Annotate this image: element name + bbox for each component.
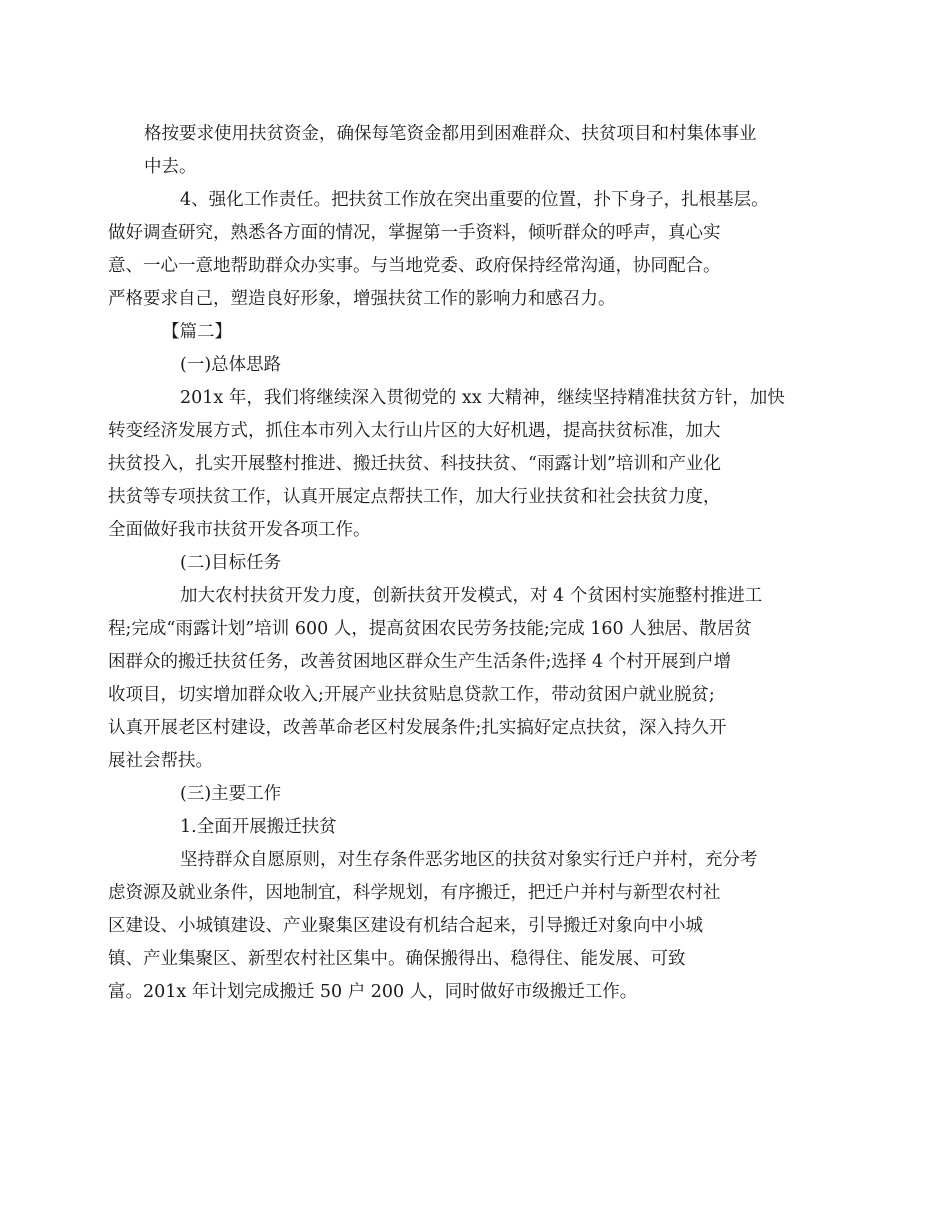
text-line: 做好调查研究，熟悉各方面的情况，掌握第一手资料，倾听群众的呼声，真心实 bbox=[108, 223, 721, 243]
text-line: 加大农村扶贫开发力度，创新扶贫开发模式，对 4 个贫困村实施整村推进工 bbox=[180, 586, 763, 606]
paragraph-strengthen-responsibility bbox=[108, 184, 810, 316]
paragraph-relocation bbox=[108, 844, 810, 1009]
heading-overall-approach: (一)总体思路 bbox=[180, 355, 282, 375]
text-line: 转变经济发展方式，抓住本市列入太行山片区的大好机遇，提高扶贫标准，加大 bbox=[108, 421, 721, 441]
text-line: 认真开展老区村建设，改善革命老区村发展条件;扎实搞好定点扶贫，深入持久开 bbox=[108, 718, 727, 738]
text-line: 4、强化工作责任。把扶贫工作放在突出重要的位置，扑下身子，扎根基层。 bbox=[180, 190, 769, 210]
text-line: 展社会帮扶。 bbox=[108, 751, 213, 771]
text-line: 中去。 bbox=[144, 157, 197, 177]
heading-relocation: 1.全面开展搬迁扶贫 bbox=[180, 817, 337, 837]
document-body bbox=[108, 118, 810, 1009]
paragraph-overall-approach bbox=[108, 382, 810, 547]
heading-goals-tasks: (二)目标任务 bbox=[180, 553, 282, 573]
text-line: 意、一心一意地帮助群众办实事。与当地党委、政府保持经常沟通，协同配合。 bbox=[108, 256, 721, 276]
text-line: 扶贫等专项扶贫工作，认真开展定点帮扶工作，加大行业扶贫和社会扶贫力度， bbox=[108, 487, 721, 507]
text-line: 镇、产业集聚区、新型农村社区集中。确保搬得出、稳得住、能发展、可致 bbox=[108, 949, 686, 969]
text-line: 格按要求使用扶贫资金，确保每笔资金都用到困难群众、扶贫项目和村集体事业 bbox=[144, 124, 757, 144]
continuation-paragraph bbox=[144, 118, 810, 184]
text-line: 201x 年，我们将继续深入贯彻党的 xx 大精神，继续坚持精准扶贫方针，加快 bbox=[180, 388, 785, 408]
text-line: 扶贫投入，扎实开展整村推进、搬迁扶贫、科技扶贫、“雨露计划”培训和产业化 bbox=[108, 454, 721, 474]
text-line: 严格要求自己，塑造良好形象，增强扶贫工作的影响力和感召力。 bbox=[108, 289, 616, 309]
text-line: 困群众的搬迁扶贫任务，改善贫困地区群众生产生活条件;选择 4 个村开展到户增 bbox=[108, 652, 732, 672]
text-line: 富。201x 年计划完成搬迁 50 户 200 人，同时做好市级搬迁工作。 bbox=[108, 982, 638, 1002]
text-line: 全面做好我市扶贫开发各项工作。 bbox=[108, 520, 371, 540]
paragraph-goals-tasks bbox=[108, 580, 810, 778]
text-line: 区建设、小城镇建设、产业聚集区建设有机结合起来，引导搬迁对象向中小城 bbox=[108, 916, 703, 936]
text-line: 程;完成“雨露计划”培训 600 人，提高贫困农民劳务技能;完成 160 人独居、散居贫 bbox=[108, 619, 752, 639]
text-line: 收项目，切实增加群众收入;开展产业扶贫贴息贷款工作，带动贫困户就业脱贫; bbox=[108, 685, 715, 705]
text-line: 虑资源及就业条件，因地制宜，科学规划，有序搬迁，把迁户并村与新型农村社 bbox=[108, 883, 721, 903]
text-line: 坚持群众自愿原则，对生存条件恶劣地区的扶贫对象实行迁户并村，充分考 bbox=[180, 850, 758, 870]
section-title: 【篇二】 bbox=[162, 322, 232, 342]
heading-main-work: (三)主要工作 bbox=[180, 784, 282, 804]
